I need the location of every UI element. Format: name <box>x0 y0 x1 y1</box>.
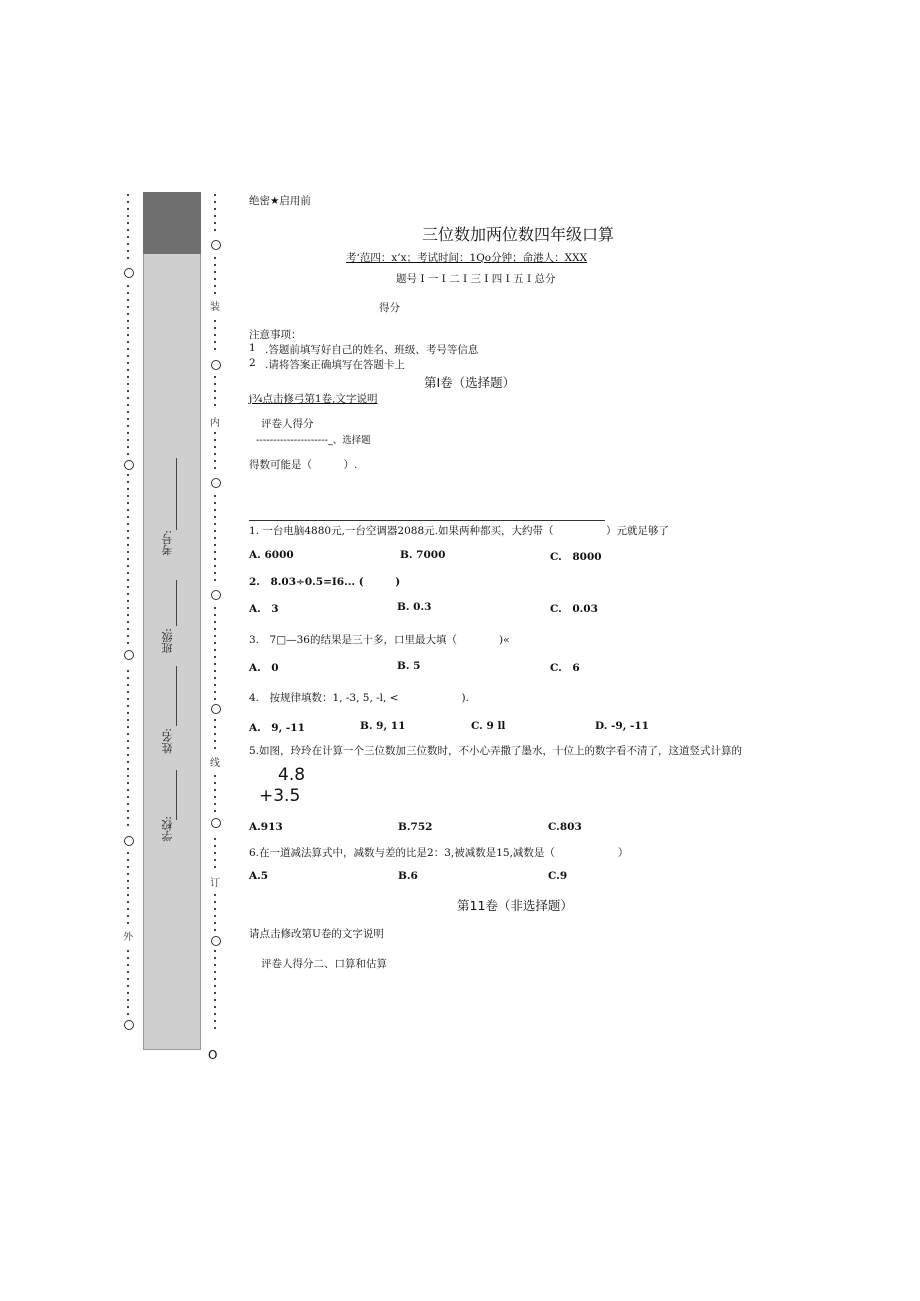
binding-dot <box>214 901 216 903</box>
question-3-stem: 3. 7□—36的结果是三十多，口里最大填（ )« <box>249 634 510 646</box>
binding-dot <box>127 733 129 735</box>
note-item-2: .请将答案正确填写在答题卡上 <box>265 359 405 371</box>
binding-char: 装 <box>210 302 220 313</box>
binding-dot <box>127 257 129 259</box>
q6-option-a[interactable]: A.5 <box>249 870 269 882</box>
binding-dot <box>214 684 216 686</box>
binding-dot <box>214 271 216 273</box>
binding-dot <box>214 698 216 700</box>
binding-dot <box>127 754 129 756</box>
binding-dot <box>127 306 129 308</box>
binding-dot <box>214 572 216 574</box>
binding-dot <box>214 894 216 896</box>
binding-dot <box>214 285 216 287</box>
binding-dot <box>214 957 216 959</box>
question-5-stem: 5.如图，玲玲在计算一个三位数加三位数时，不小心弄撒了墨水，十位上的数字看不清了，这道竖式计算的 <box>249 745 743 757</box>
q2-option-a[interactable]: A. 3 <box>249 603 279 615</box>
binding-dot <box>127 950 129 952</box>
binding-dot <box>214 866 216 868</box>
binding-dot <box>127 999 129 1001</box>
binding-dot <box>127 586 129 588</box>
binding-dot <box>127 705 129 707</box>
binding-dot <box>214 656 216 658</box>
binding-dot <box>127 824 129 826</box>
binding-dot <box>214 971 216 973</box>
note-item-2-num: 2 <box>249 357 256 369</box>
binding-dot <box>214 551 216 553</box>
exam-meta: 考‘范四：x’x；考试时间：1Qo分钟；命港人：XXX <box>346 252 588 264</box>
binding-dot <box>127 600 129 602</box>
binding-dot <box>127 852 129 854</box>
binding-dot <box>214 383 216 385</box>
binding-dot <box>127 348 129 350</box>
binding-dot <box>214 194 216 196</box>
binding-dot <box>214 257 216 259</box>
binding-dot <box>127 229 129 231</box>
name-label: 姓名: <box>161 728 174 754</box>
note-item-1: .答题前填写好自己的姓名、班级、考号等信息 <box>265 344 479 356</box>
binding-dot <box>214 985 216 987</box>
binding-hole <box>211 240 221 250</box>
binding-dot <box>127 614 129 616</box>
binding-dot <box>127 502 129 504</box>
binding-dot <box>127 208 129 210</box>
q6-option-b[interactable]: B.6 <box>398 870 418 882</box>
binding-dot <box>127 516 129 518</box>
binding-dot <box>127 789 129 791</box>
binding-hole <box>124 460 134 470</box>
score-label: 得分 <box>379 302 400 314</box>
binding-dot <box>214 607 216 609</box>
binding-dot <box>127 320 129 322</box>
binding-dot <box>127 803 129 805</box>
binding-dot <box>214 376 216 378</box>
binding-dot <box>214 327 216 329</box>
binding-dot <box>127 565 129 567</box>
binding-dot <box>214 334 216 336</box>
binding-dot <box>127 901 129 903</box>
intro-question: 得数可能是（ ）. <box>249 459 358 471</box>
binding-dot <box>127 642 129 644</box>
binding-dot <box>214 978 216 980</box>
binding-dot <box>127 299 129 301</box>
binding-dot <box>214 222 216 224</box>
binding-dot <box>127 579 129 581</box>
binding-dot <box>127 313 129 315</box>
binding-dot <box>214 992 216 994</box>
binding-dot <box>127 747 129 749</box>
binding-dot <box>214 922 216 924</box>
binding-dot <box>127 397 129 399</box>
binding-hole <box>211 704 221 714</box>
binding-dot <box>214 663 216 665</box>
binding-dot <box>127 544 129 546</box>
binding-dot <box>214 229 216 231</box>
q5-option-c[interactable]: C.803 <box>548 821 582 833</box>
binding-hole <box>211 360 221 370</box>
binding-dot <box>127 509 129 511</box>
q2-option-c[interactable]: C. 0.03 <box>550 603 598 615</box>
binding-dot <box>214 397 216 399</box>
binding-dot <box>127 390 129 392</box>
binding-dot <box>214 565 216 567</box>
binding-char: 线 <box>210 758 220 769</box>
school-label: 学校: <box>161 816 174 842</box>
inner-dotted-line <box>211 192 221 1028</box>
q4-option-b[interactable]: B. 9, 11 <box>360 720 406 732</box>
binding-dot <box>127 957 129 959</box>
binding-dot <box>214 404 216 406</box>
binding-dot <box>214 537 216 539</box>
binding-dot <box>127 698 129 700</box>
binding-dot <box>127 250 129 252</box>
binding-dot <box>214 558 216 560</box>
binding-hole <box>124 650 134 660</box>
binding-dot <box>214 726 216 728</box>
binding-dot <box>127 292 129 294</box>
binding-dot <box>214 782 216 784</box>
binding-dot <box>214 278 216 280</box>
binding-dot <box>127 523 129 525</box>
binding-dot <box>214 1013 216 1015</box>
q3-option-b[interactable]: B. 5 <box>397 660 421 672</box>
vertical-calc-line-1: 4.8 <box>278 765 306 785</box>
part1-reviewer: 评卷人得分 <box>261 418 314 430</box>
binding-dot <box>127 670 129 672</box>
binding-dot <box>127 551 129 553</box>
binding-dot <box>127 719 129 721</box>
binding-hole <box>124 1020 134 1030</box>
binding-dot <box>127 782 129 784</box>
class-label: 班级: <box>161 628 174 654</box>
binding-dot <box>214 341 216 343</box>
binding-dot <box>127 712 129 714</box>
q1-option-c[interactable]: C. 8000 <box>550 551 602 563</box>
binding-dot <box>214 292 216 294</box>
binding-dot <box>127 495 129 497</box>
question-2-stem: 2. 8.03÷0.5=I6... ( ) <box>249 576 401 588</box>
binding-dot <box>214 439 216 441</box>
bottom-ring-mark: O <box>208 1048 218 1062</box>
binding-bar-top <box>143 192 201 254</box>
binding-dot <box>127 691 129 693</box>
binding-dot <box>127 530 129 532</box>
binding-dot <box>127 446 129 448</box>
binding-dot <box>214 1006 216 1008</box>
binding-hole <box>124 268 134 278</box>
binding-dot <box>127 558 129 560</box>
binding-dot <box>214 649 216 651</box>
binding-dot <box>127 236 129 238</box>
binding-dot <box>127 488 129 490</box>
binding-dot <box>214 740 216 742</box>
q4-option-d[interactable]: D. -9, -11 <box>595 720 649 732</box>
q3-option-a[interactable]: A. 0 <box>249 662 279 674</box>
note-item-1-num: 1 <box>249 342 256 354</box>
binding-dot <box>127 859 129 861</box>
binding-hole <box>211 936 221 946</box>
binding-dot <box>127 775 129 777</box>
binding-bar <box>143 192 201 1050</box>
binding-dot <box>214 803 216 805</box>
binding-char: 订 <box>210 878 220 889</box>
binding-dot <box>127 866 129 868</box>
notes-heading: 注意事项： <box>249 329 302 341</box>
binding-dot <box>214 453 216 455</box>
binding-dot <box>214 810 216 812</box>
binding-dot <box>214 208 216 210</box>
binding-dot <box>214 495 216 497</box>
binding-dot <box>214 950 216 952</box>
name-line-top <box>176 666 177 726</box>
binding-dot <box>127 362 129 364</box>
binding-dot <box>127 915 129 917</box>
q1-option-b[interactable]: B. 7000 <box>400 549 446 561</box>
binding-dot <box>214 348 216 350</box>
section-choice-heading: ---------------------_、选择题 <box>256 435 371 446</box>
binding-dot <box>127 810 129 812</box>
binding-dot <box>127 355 129 357</box>
binding-dot <box>127 537 129 539</box>
binding-dot <box>127 677 129 679</box>
binding-dot <box>214 838 216 840</box>
binding-hole <box>211 590 221 600</box>
exam-no-line <box>176 458 177 530</box>
binding-dot <box>214 628 216 630</box>
part1-title: 第Ⅰ卷（选择题） <box>424 375 516 390</box>
binding-dot <box>214 523 216 525</box>
binding-dot <box>127 432 129 434</box>
binding-char: 内 <box>210 418 220 429</box>
separator-line <box>249 520 605 521</box>
q1-option-a[interactable]: A. 6000 <box>249 549 294 561</box>
q4-option-a[interactable]: A. 9, -11 <box>249 722 305 734</box>
binding-dot <box>214 733 216 735</box>
binding-dot <box>127 376 129 378</box>
binding-dot <box>127 404 129 406</box>
binding-dot <box>214 719 216 721</box>
binding-dot <box>214 530 216 532</box>
binding-dot <box>127 327 129 329</box>
binding-dot <box>127 194 129 196</box>
binding-dot <box>127 285 129 287</box>
binding-dot <box>214 964 216 966</box>
binding-dot <box>127 964 129 966</box>
binding-dot <box>214 929 216 931</box>
binding-dot <box>214 201 216 203</box>
binding-dot <box>214 215 216 217</box>
binding-dot <box>127 418 129 420</box>
binding-dot <box>127 411 129 413</box>
binding-dot <box>214 691 216 693</box>
binding-dot <box>127 369 129 371</box>
binding-dot <box>127 978 129 980</box>
binding-dot <box>127 768 129 770</box>
question-4-stem: 4. 按规律填数：1, -3, 5, -l, < ). <box>249 692 469 704</box>
binding-dot <box>127 740 129 742</box>
question-6-stem: 6.在一道减法算式中，减数与差的比是2：3,被减数是15,减数是（ ） <box>249 847 629 859</box>
part1-edit-note: j¾点击修弓第1卷,文字说明 <box>249 393 378 405</box>
binding-dot <box>127 894 129 896</box>
score-table-header: 题号 I 一 I 二 I 三 I 四 I 五 I 总分 <box>396 273 556 285</box>
binding-dot <box>127 971 129 973</box>
binding-dot <box>214 859 216 861</box>
binding-dot <box>127 341 129 343</box>
binding-dot <box>127 453 129 455</box>
outer-dotted-line <box>124 192 134 1028</box>
binding-dot <box>127 439 129 441</box>
question-1-stem: 1. 一台电脑4880元,一台空调器2088元.如果两种都买，大约带（ ）元就足够了 <box>249 525 669 537</box>
binding-hole <box>124 836 134 846</box>
binding-dot <box>127 635 129 637</box>
binding-dot <box>127 922 129 924</box>
binding-dot <box>127 1006 129 1008</box>
secret-mark: 绝密★启用前 <box>249 195 311 207</box>
binding-dot <box>127 761 129 763</box>
binding-dot <box>214 1027 216 1029</box>
binding-dot <box>214 460 216 462</box>
binding-dot <box>214 579 216 581</box>
binding-dot <box>214 621 216 623</box>
binding-hole <box>211 818 221 828</box>
q5-option-b[interactable]: B.752 <box>398 821 433 833</box>
q4-option-c[interactable]: C. 9 ll <box>471 720 506 732</box>
class-line-top <box>176 580 177 626</box>
binding-dot <box>127 684 129 686</box>
binding-dot <box>127 621 129 623</box>
q2-option-b[interactable]: B. 0.3 <box>397 601 432 613</box>
binding-dot <box>127 726 129 728</box>
binding-dot <box>214 908 216 910</box>
binding-dot <box>214 852 216 854</box>
binding-dot <box>127 1013 129 1015</box>
binding-dot <box>214 999 216 1001</box>
binding-char: 外 <box>123 932 133 943</box>
binding-dot <box>214 614 216 616</box>
binding-dot <box>214 502 216 504</box>
binding-dot <box>214 1020 216 1022</box>
binding-dot <box>214 390 216 392</box>
binding-dot <box>127 593 129 595</box>
binding-dot <box>214 796 216 798</box>
vertical-calc-line-2: +3.5 <box>259 786 301 806</box>
binding-dot <box>214 747 216 749</box>
page-title: 三位数加两位数四年级口算 <box>422 225 615 244</box>
binding-dot <box>127 992 129 994</box>
binding-dot <box>214 544 216 546</box>
binding-dot <box>214 775 216 777</box>
q3-option-c[interactable]: C. 6 <box>550 662 580 674</box>
binding-dot <box>127 628 129 630</box>
binding-dot <box>127 796 129 798</box>
binding-dot <box>214 264 216 266</box>
binding-dot <box>127 243 129 245</box>
binding-dot <box>214 915 216 917</box>
school-line-top <box>176 770 177 820</box>
binding-dot <box>127 383 129 385</box>
binding-dot <box>127 222 129 224</box>
binding-dot <box>214 845 216 847</box>
binding-dot <box>127 887 129 889</box>
binding-dot <box>214 635 216 637</box>
binding-hole <box>211 478 221 488</box>
part2-title: 第11卷（非选择题） <box>457 898 573 913</box>
binding-dot <box>214 467 216 469</box>
binding-dot <box>127 607 129 609</box>
binding-dot <box>214 432 216 434</box>
binding-dot <box>127 985 129 987</box>
binding-dot <box>127 215 129 217</box>
binding-dot <box>214 677 216 679</box>
exam-no-label: 考号: <box>161 530 174 556</box>
binding-dot <box>127 572 129 574</box>
binding-dot <box>127 474 129 476</box>
binding-dot <box>214 446 216 448</box>
binding-dot <box>214 509 216 511</box>
part2-edit-note: 请点击修改第U卷的文字说明 <box>249 928 384 940</box>
binding-dot <box>127 873 129 875</box>
binding-dot <box>127 334 129 336</box>
binding-dot <box>214 320 216 322</box>
binding-dot <box>214 516 216 518</box>
binding-dot <box>127 481 129 483</box>
binding-dot <box>127 880 129 882</box>
binding-dot <box>214 642 216 644</box>
part2-reviewer: 评卷人得分二、口算和估算 <box>261 958 387 970</box>
binding-dot <box>214 670 216 672</box>
binding-dot <box>214 789 216 791</box>
binding-dot <box>127 817 129 819</box>
q6-option-c[interactable]: C.9 <box>548 870 568 882</box>
binding-dot <box>127 425 129 427</box>
binding-dot <box>127 908 129 910</box>
q5-option-a[interactable]: A.913 <box>249 821 283 833</box>
binding-dot <box>127 201 129 203</box>
